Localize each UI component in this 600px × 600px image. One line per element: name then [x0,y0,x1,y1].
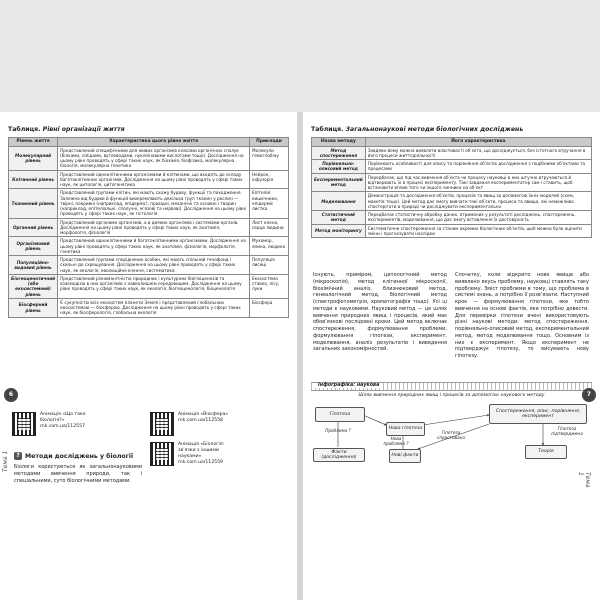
table-row [9,189,289,218]
description-cell: Представлений одноклітинними й багатоклітинними організмами. Дослідження на цьому рівні проводять у сфері таких наук, як анатомія, фізіологія, морфологія, генетика [58,237,250,256]
header-level: Рівень життя [9,138,58,147]
description-cell: Представлений різноманітністю природних і культурних біогеоценозів та взаємодією в них організмів з навколишнім середовищем. Дослідження на цьому рівні проводять у сфері таких наук, як екологія, біогеоценологія, біоценологія [58,274,250,298]
left-page-number: 6 [4,388,18,402]
box-facts: Факти (дослідження) [313,448,365,462]
table-row [312,211,592,225]
section-title-text: Методи досліджень у біології [25,452,134,460]
label-hypothesis-confirmed: Гіпотеза підтверджена [551,426,583,437]
example-cell: Нейрон, інфузорія [250,170,289,189]
qr-code-icon[interactable] [150,442,174,466]
table-header-row [9,138,289,147]
box-theory: Теорія [525,445,567,459]
level-cell: Організмовий рівень [9,237,58,256]
box-new-facts: Нові факти [389,449,421,463]
method-cell: Моделювання [312,192,366,211]
example-cell: Лист клена, серце людини [250,218,289,237]
example-cell: Біосфера [250,298,289,317]
level-cell: Популяційно-видовий рівень [9,256,58,275]
table-row [9,218,289,237]
left-table-caption [8,126,125,133]
qr-block-1[interactable] [12,412,95,436]
left-page [0,112,297,600]
example-cell: Екосистема ставка, лісу, луки [250,274,289,298]
left-side-label: Тема 1 [2,450,9,472]
qr-caption [178,412,233,424]
example-cell: Мухомор, ялина, людина [250,237,289,256]
qr-title: Анімація «Біологія: зв’язки з іншими науками» [178,442,225,459]
right-page-number: 7 [582,388,596,402]
qr-block-3[interactable] [150,442,233,466]
arrow-newhyp-observations [423,415,489,425]
infographic-bar [311,382,592,391]
box-new-hypothesis: Нова гіпотеза [386,422,425,436]
levels-table [8,137,289,318]
description-cell: Представлений органами організмів, а в деяких організмів і системами органів. Дослідження на цьому рівні проводять у сфері таких наук, як анатомія, морфологія, фізіологія [58,218,250,237]
arrow-hypothesis-newhyp [363,415,386,425]
methods-text-column-1: Існують, приміром, цитологічний метод (мікроскопія), метод клітинної мікроскопії, біохімічний аналіз, близнюковий метод, генеалогічний метод, біологічний метод (спектрофотометрія, хроматографія тощо). Усі ці методи є науковими. Науковий метод — це шлях вивчення природних явищ і процесів, який має обов’язкові послідовні кроки. Цей метод включає спостереження, формулювання проблеми, формулювання гіпотези, експеримент, моделювання, аналіз результатів і виведення загальних закономірностей. [313,272,447,353]
methods-text-column-2: Спочатку, коли відкрито нове явище або виявлено якусь проблему, науковці ставлять таку проблему. Зміст проблеми в тому, що проблема в системі знань, а потрібно її розв’язати. Наступний крок — формулювання гіпотези, яке тобто вивчення на основі фактів, яке потрібно довести. Для перевірки гіпотези вчені використовують різні наукові методи: метод спостереження, порівняльно-описовий метод, експериментальний метод, метод моделювання тощо. Основним із них є експеримент. Якщо експеримент не підтверджує гіпотезу, то висувають нову гіпотезу. [455,272,589,359]
table-row [9,274,289,298]
method-cell: Порівняльно-описовий метод [312,160,366,174]
qr-title: Анімація «Віосфера» [178,412,229,417]
qr-caption [40,412,95,430]
table-row [9,298,289,317]
table-caption-prefix: Таблиця. [311,126,344,133]
table-row [9,237,289,256]
table-row [312,192,592,211]
description-cell: Є сукупністю всіх екосистем планети Земля і представлений глобальною екосистемою — біосферою. Дослідження на цьому рівні проводять у сфері таких наук, як біосферологія, глобальна екологія [58,298,250,317]
diagram-title: Шлях вивчення природних явищ і процесів за допомогою наукового методу [358,393,545,398]
header-description: Характеристика цього рівня життя [58,138,250,147]
method-description-cell: Передбачає статистичну обробку даних, отриманих у результаті досліджень, спостережень, експериментів, моделювання, що дає змогу вставлення їх достовірність [365,211,591,225]
method-cell: Статистичний метод [312,211,366,225]
example-cell: Популяція лисиці [250,256,289,275]
description-cell: Представлений групами клітин, які мають схожу будову, функції та походження. Залежно від будови й функцій виокремлюють декілька груп тканин у рослин — твірні, покривні (наприклад, епідерміс), провідні, механічні та основні і тварин (наприклад, епітеліальні, сполучні, м’язові та нервові). Дослідження на цьому рівні проводять у сфері таких наук, як гістологія [58,189,250,218]
method-description-cell: Завдяки йому можна виявляти властивості об’єкта, що досліджується, без істотного втручання в його процеси життєдіяльності [365,146,591,160]
level-cell: Біогеоценотичний (або екосистемний) рівень [9,274,58,298]
table-row [9,170,289,189]
header-method: Назва методу [312,138,366,147]
table-caption-prefix: Таблиця. [8,126,41,133]
box-hypothesis: Гіпотеза [315,407,365,422]
label-hypothesis-refuted: Гіпотеза спростована [437,430,465,441]
qr-title: Анімація «Що таке біологія?» [40,412,86,423]
method-description-cell: Порівнюють особливості для опису та порівняння об’єктів дослідження з подібними об’єктами та процесами [365,160,591,174]
qr-block-2[interactable] [150,412,233,436]
method-description-cell: Демонстрація та дослідження об’єктів, процесів та явищ за допомогою їхніх моделей (схем, макетів тощо). Цей метод дає змогу вивчати такі об’єкти, процеси та явища, які неможливо спостерігати в природі чи досліджувати експериментально [365,192,591,211]
method-cell: Метод спостереження [312,146,366,160]
description-cell: Представлений специфічними для живих організмів класами органічних сполук (білками, ліпідами, вуглеводами, нуклеїновими кислотами тощо). Дослідження на цьому рівні проводять у сфері таких наук, як біохімія, біофізика, молекулярна біологія, молекулярна генетика [58,146,250,170]
table-header-row [312,138,592,147]
qr-code-icon[interactable] [150,412,174,436]
label-problem: Проблема ? [325,428,351,433]
header-method-description: Його характеристика [365,138,591,147]
right-table-caption [311,126,523,133]
level-cell: Клітинний рівень [9,170,58,189]
level-cell: Біосферний рівень [9,298,58,317]
section-marker-icon: ? [14,452,22,460]
right-page [303,112,600,600]
table-row [312,173,592,192]
methods-table [311,137,592,238]
table-caption-text: Рівні організації життя [42,126,125,133]
table-row [9,146,289,170]
label-new-problem: Нова проблема ? [383,436,409,447]
table-caption-text: Загальнонаукові методи біологічних досліджень [345,126,524,133]
method-cell: Метод моніторингу [312,224,366,238]
table-row [9,256,289,275]
method-cell: Експериментальний метод [312,173,366,192]
level-cell: Молекулярний рівень [9,146,58,170]
qr-caption [178,442,233,466]
methods-intro-paragraph: Біологи користуються як загальнонауковими методами вивчення природи, так і спеціальними, суто біологічними методами. [14,464,142,484]
qr-url[interactable]: rnk.com.ua/112558 [178,417,223,423]
qr-url[interactable]: rnk.com.ua/112557 [40,423,85,429]
box-observations: Спостереження, опис, порівняння, експеримент [489,404,587,424]
level-cell: Органний рівень [9,218,58,237]
table-row [312,160,592,174]
description-cell: Представлений групами споріднених особин, які мають спільний генофонд і схильні до схрещування. Дослідження на цьому рівні проводять у сфері таких наук, як екологія, еволюційне вчення, систематика [58,256,250,275]
table-row [312,146,592,160]
example-cell: Молекули гемоглобіну [250,146,289,170]
header-examples: Приклади [250,138,289,147]
method-description-cell: Передбачає, що під час вивчення об’єкта чи процесу науковці в них штучно втручаються й відтворюють їх в процесі експерименту. Такі завдання експериментатор сам і ставить, щоб встановити вплив того чи іншого чинника на об’єкт [365,173,591,192]
example-cell: Епітелій кишечника, епідерміс листка [250,189,289,218]
methods-section-title [14,452,133,460]
right-side-label: Тема 1 [577,472,591,488]
method-description-cell: Систематичне спостереження за станом окремих біологічних об’єктів, щоб можна було оцінити зміни і прогнозувати наслідки [365,224,591,238]
infographic-label: Інфографіка: наукова [315,383,382,388]
qr-url[interactable]: rnk.com.ua/112559 [178,459,223,465]
description-cell: Представлений одноклітинними організмами й клітинами, що входять до складу багатоклітинних організмів. Дослідження на цьому рівні проводять у сфері таких наук, як цитологія, цитогенетика [58,170,250,189]
level-cell: Тканинний рівень [9,189,58,218]
qr-code-icon[interactable] [12,412,36,436]
table-row [312,224,592,238]
